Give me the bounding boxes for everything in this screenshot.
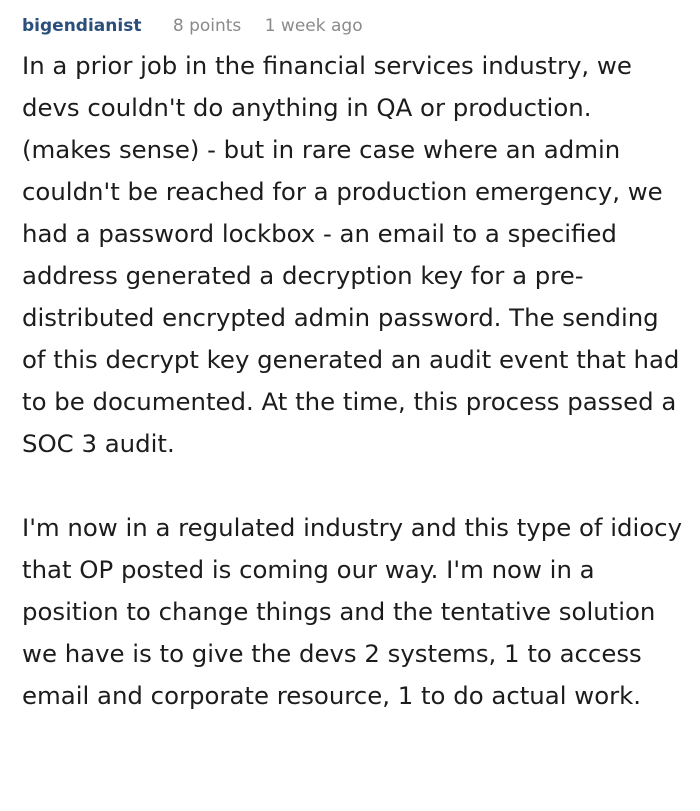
comment-body bbox=[22, 45, 682, 717]
comment-paragraph: In a prior job in the financial services industry, we devs couldn't do anything in QA or production. (makes sense) - but in rare case where an admin couldn't be reached for a production emergency, we had a password lockbox - an email to a specified address generated a decryption key for a pre-distributed encrypted admin password. The sending of this decrypt key generated an audit event that had to be documented. At the time, this process passed a SOC 3 audit. bbox=[22, 51, 680, 458]
comment bbox=[22, 14, 682, 717]
points-count: 8 points bbox=[172, 16, 242, 36]
comment-paragraph: I'm now in a regulated industry and this type of idiocy that OP posted is coming our way. I'm now in a position to change things and the tentative solution we have is to give the devs 2 systems, 1 to access email and corporate resource, 1 to do actual work. bbox=[22, 513, 683, 710]
username-link[interactable]: bigendianist bbox=[22, 16, 142, 36]
comment-timestamp: 1 week ago bbox=[264, 16, 363, 36]
comment-meta bbox=[22, 14, 682, 42]
